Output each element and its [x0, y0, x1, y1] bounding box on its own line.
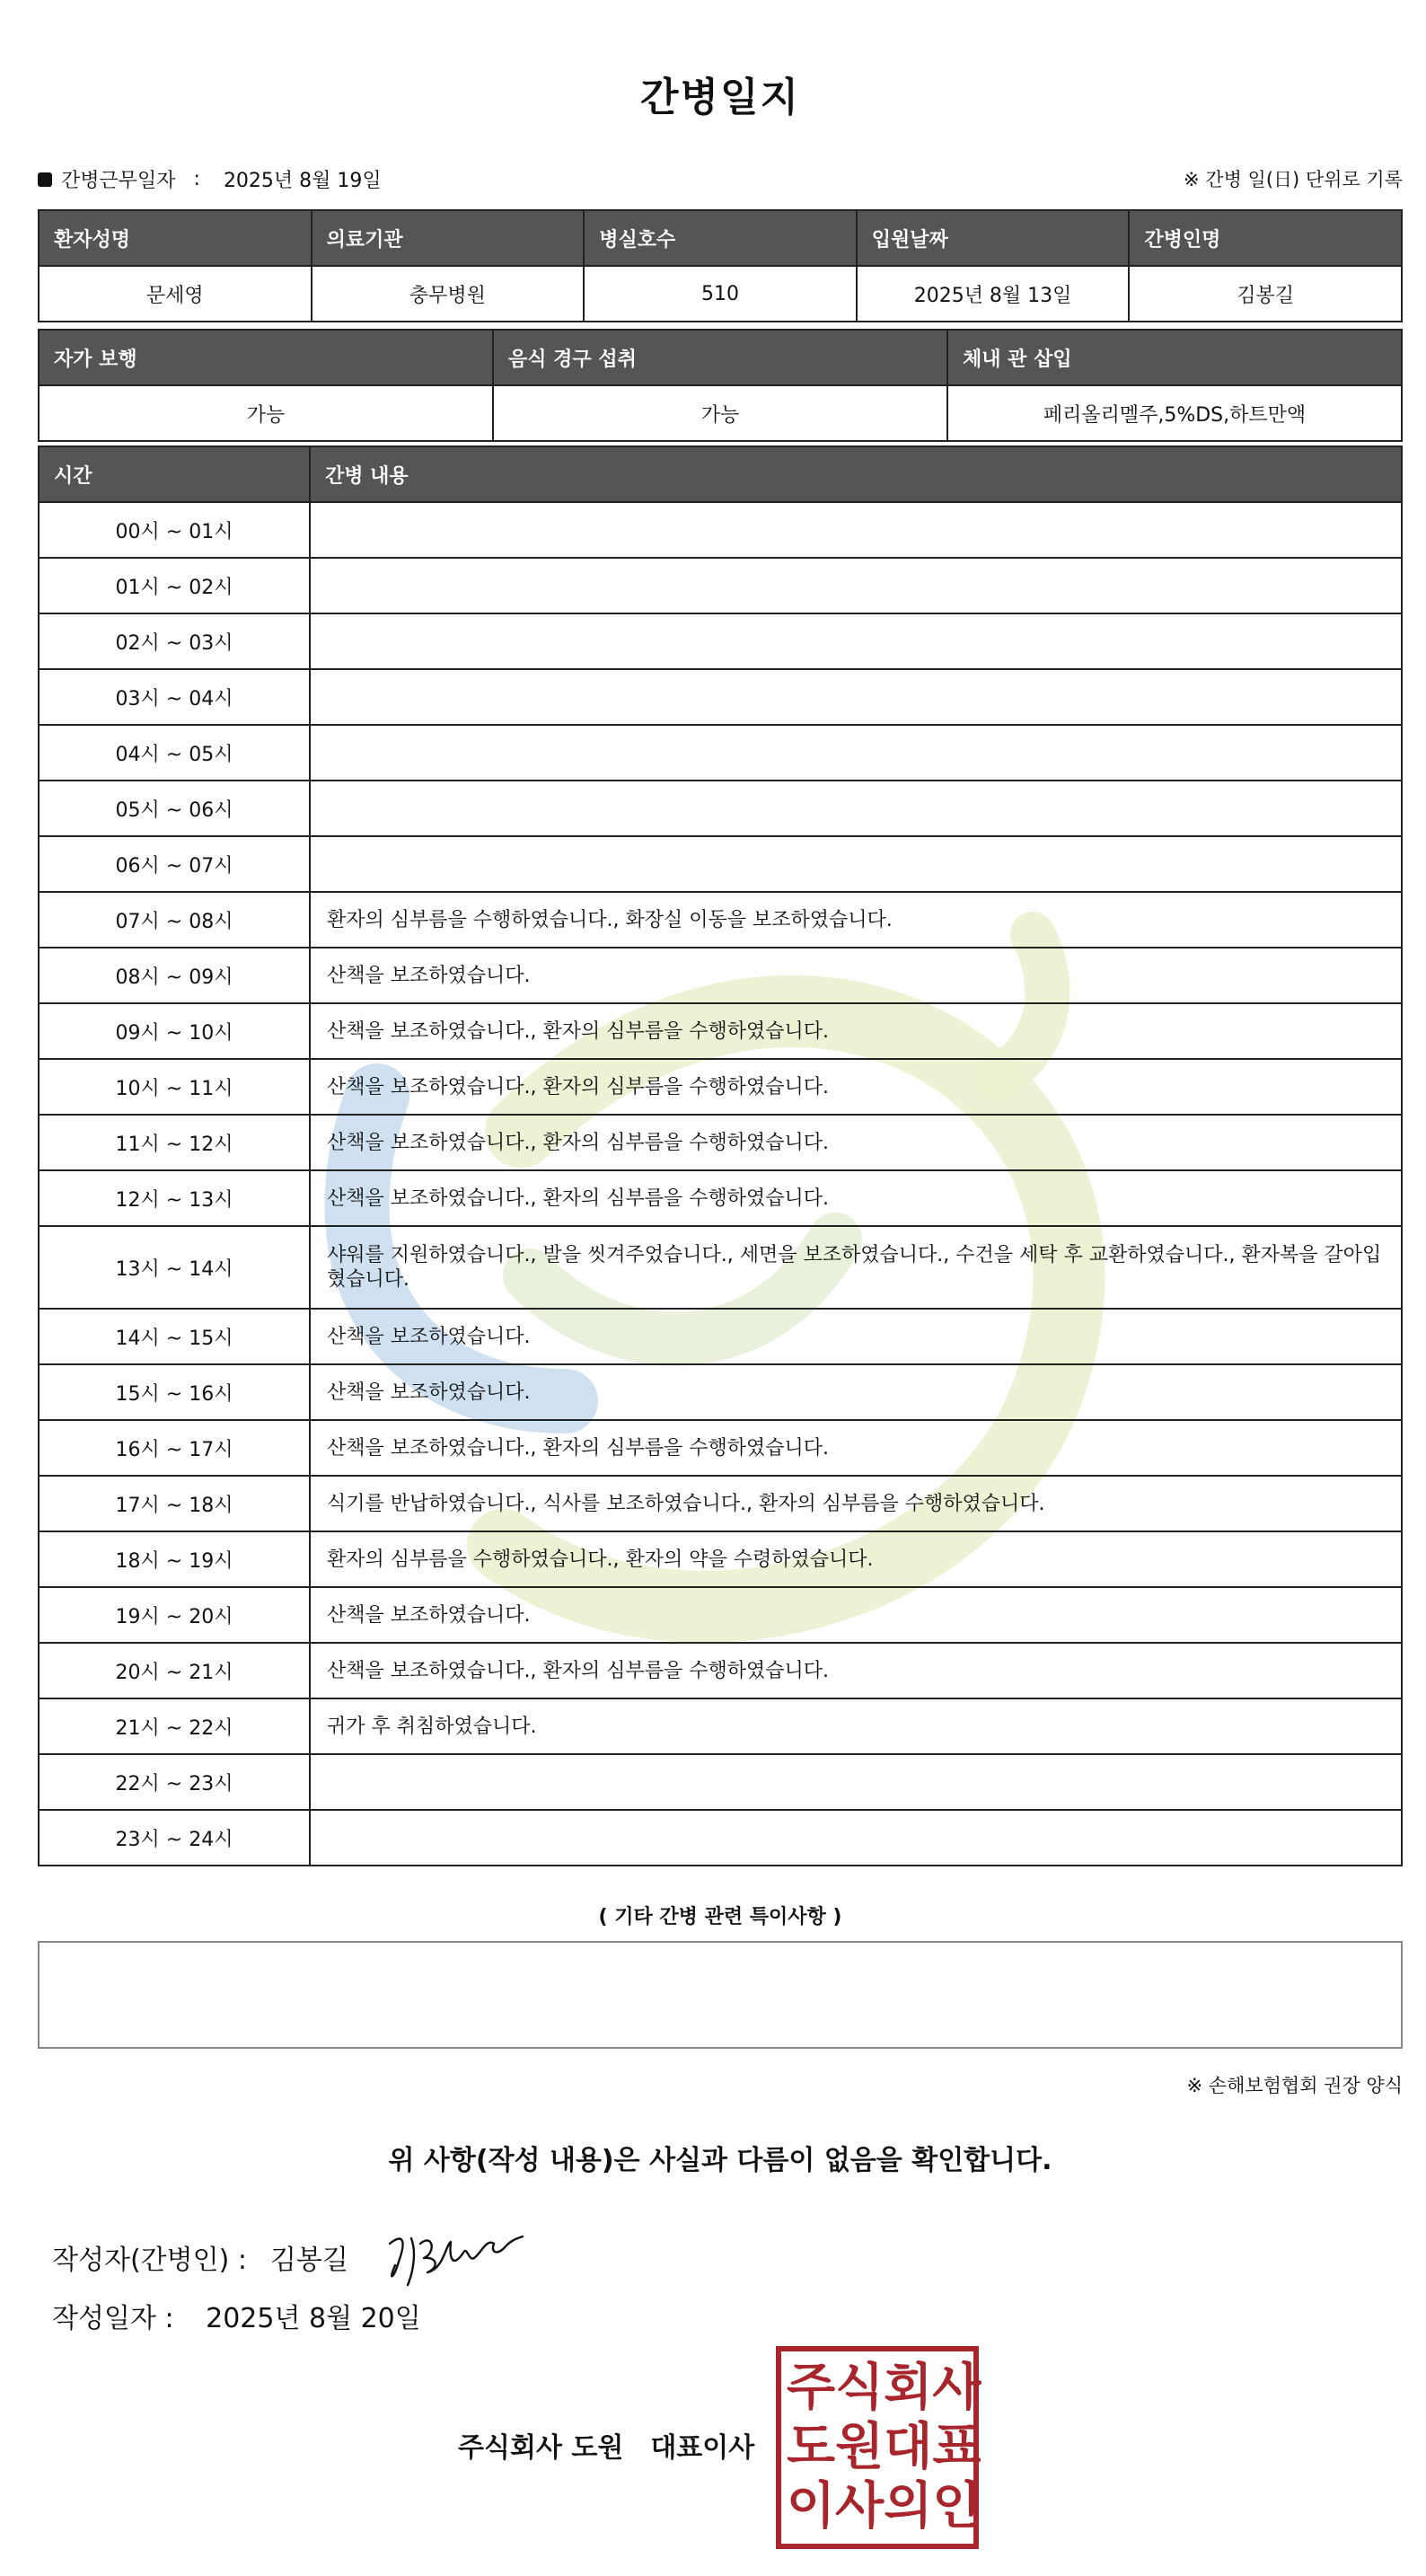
row-time: 15시 ~ 16시 — [39, 1364, 310, 1420]
table-row — [39, 558, 1402, 613]
tube-insertion-value: 페리올리멜주,5%DS,하트만액 — [947, 385, 1402, 441]
row-content: 산책을 보조하였습니다., 환자의 심부름을 수행하였습니다. — [310, 1059, 1402, 1115]
row-time: 10시 ~ 11시 — [39, 1059, 310, 1115]
table-row — [39, 1531, 1402, 1587]
header-time: 시간 — [39, 446, 310, 502]
row-time: 22시 ~ 23시 — [39, 1754, 310, 1810]
row-time: 11시 ~ 12시 — [39, 1115, 310, 1170]
row-content: 산책을 보조하였습니다., 환자의 심부름을 수행하였습니다. — [310, 1170, 1402, 1226]
row-time: 16시 ~ 17시 — [39, 1420, 310, 1476]
table-row — [39, 1420, 1402, 1476]
table-row — [39, 669, 1402, 725]
table-row — [39, 1698, 1402, 1754]
seal-char: 도 — [787, 2418, 836, 2476]
table-row — [39, 1170, 1402, 1226]
caregiver-name: 김봉길 — [1129, 266, 1402, 322]
header-caregiver-name: 간병인명 — [1129, 210, 1402, 266]
row-time: 17시 ~ 18시 — [39, 1476, 310, 1531]
row-content — [310, 781, 1402, 836]
row-time: 12시 ~ 13시 — [39, 1170, 310, 1226]
row-time: 00시 ~ 01시 — [39, 502, 310, 558]
written-date-label: 작성일자 : — [52, 2303, 174, 2334]
work-date-value: 2025년 8월 19일 — [223, 170, 382, 192]
seal-char: 인 — [932, 2477, 981, 2536]
row-content — [310, 836, 1402, 892]
row-content: 산책을 보조하였습니다. — [310, 1309, 1402, 1364]
table-row — [39, 725, 1402, 781]
header-tube-insertion: 체내 관 삽입 — [947, 330, 1402, 385]
row-time: 13시 ~ 14시 — [39, 1226, 310, 1309]
table-row — [39, 836, 1402, 892]
seal-char: 사 — [835, 2477, 885, 2536]
seal-char: 주 — [787, 2359, 836, 2417]
row-content — [310, 725, 1402, 781]
row-time: 21시 ~ 22시 — [39, 1698, 310, 1754]
square-bullet-icon — [38, 172, 52, 187]
seal-char: 이 — [787, 2477, 836, 2536]
hospital-name: 충무병원 — [312, 266, 585, 322]
row-content — [310, 1810, 1402, 1866]
patient-info-table — [38, 209, 1403, 322]
row-content: 산책을 보조하였습니다. — [310, 948, 1402, 1003]
header-hospital: 의료기관 — [312, 210, 585, 266]
seal-char: 대 — [884, 2418, 933, 2476]
company-signature-line — [458, 2425, 754, 2465]
hourly-care-log-table — [38, 446, 1403, 1866]
row-time: 20시 ~ 21시 — [39, 1643, 310, 1698]
meta-row — [38, 165, 1403, 194]
row-content: 산책을 보조하였습니다., 환자의 심부름을 수행하였습니다. — [310, 1003, 1402, 1059]
row-content — [310, 558, 1402, 613]
self-walking-value: 가능 — [39, 385, 493, 441]
table-row — [39, 613, 1402, 669]
row-time: 05시 ~ 06시 — [39, 781, 310, 836]
oral-intake-value: 가능 — [493, 385, 947, 441]
row-content: 산책을 보조하였습니다., 환자의 심부름을 수행하였습니다. — [310, 1420, 1402, 1476]
row-content: 산책을 보조하였습니다., 환자의 심부름을 수행하였습니다. — [310, 1115, 1402, 1170]
recommended-form-note: ※ 손해보험협회 권장 양식 — [1186, 2075, 1403, 2096]
header-care-content: 간병 내용 — [310, 446, 1402, 502]
writer-label: 작성자(간병인) : — [52, 2245, 247, 2276]
table-row — [39, 502, 1402, 558]
row-time: 18시 ~ 19시 — [39, 1531, 310, 1587]
company-seal-stamp — [776, 2346, 979, 2549]
written-date-value: 2025년 8월 20일 — [206, 2303, 421, 2334]
table-row — [39, 781, 1402, 836]
company-name: 주식회사 도원 — [458, 2432, 624, 2464]
row-time: 19시 ~ 20시 — [39, 1587, 310, 1643]
handwritten-signature — [381, 2226, 524, 2289]
seal-char: 원 — [835, 2418, 885, 2476]
row-content: 환자의 심부름을 수행하였습니다., 화장실 이동을 보조하였습니다. — [310, 892, 1402, 948]
patient-status-table — [38, 329, 1403, 442]
row-time: 06시 ~ 07시 — [39, 836, 310, 892]
row-time: 03시 ~ 04시 — [39, 669, 310, 725]
header-patient-name: 환자성명 — [39, 210, 312, 266]
row-content: 산책을 보조하였습니다., 환자의 심부름을 수행하였습니다. — [310, 1643, 1402, 1698]
seal-char: 사 — [932, 2359, 981, 2417]
row-content: 산책을 보조하였습니다. — [310, 1587, 1402, 1643]
table-row — [39, 1476, 1402, 1531]
row-content — [310, 1754, 1402, 1810]
row-time: 09시 ~ 10시 — [39, 1003, 310, 1059]
header-oral-intake: 음식 경구 섭취 — [493, 330, 947, 385]
row-content: 귀가 후 취침하였습니다. — [310, 1698, 1402, 1754]
seal-char: 회 — [884, 2359, 933, 2417]
work-date-label: 간병근무일자 — [61, 170, 176, 192]
seal-char: 의 — [884, 2477, 933, 2536]
row-time: 08시 ~ 09시 — [39, 948, 310, 1003]
table-row — [39, 1059, 1402, 1115]
writer-name: 김봉길 — [269, 2245, 348, 2276]
representative-title: 대표이사 — [650, 2432, 755, 2464]
document-title: 간병일지 — [639, 75, 800, 120]
table-row — [39, 1587, 1402, 1643]
admission-date: 2025년 8월 13일 — [857, 266, 1130, 322]
table-row — [39, 1003, 1402, 1059]
table-row — [39, 892, 1402, 948]
table-row — [39, 1754, 1402, 1810]
room-number: 510 — [584, 266, 857, 322]
seal-char: 표 — [932, 2418, 981, 2476]
row-time: 07시 ~ 08시 — [39, 892, 310, 948]
table-row — [39, 1364, 1402, 1420]
special-notes-box — [38, 1941, 1403, 2049]
table-row — [39, 1309, 1402, 1364]
row-content — [310, 613, 1402, 669]
row-content: 식기를 반납하였습니다., 식사를 보조하였습니다., 환자의 심부름을 수행하였습니다. — [310, 1476, 1402, 1531]
special-notes-caption: ( 기타 간병 관련 특이사항 ) — [598, 1906, 842, 1928]
row-content — [310, 669, 1402, 725]
row-content: 샤워를 지원하였습니다., 발을 씻겨주었습니다., 세면을 보조하였습니다., 수건을 세탁 후 교환하였습니다., 환자복을 갈아입혔습니다. — [310, 1226, 1402, 1309]
table-row — [39, 1643, 1402, 1698]
record-unit-note: ※ 간병 일(日) 단위로 기록 — [1184, 169, 1403, 190]
work-date-separator: : — [193, 168, 200, 190]
work-date — [38, 165, 382, 193]
writer-row — [52, 2226, 524, 2289]
row-time: 14시 ~ 15시 — [39, 1309, 310, 1364]
seal-char: 식 — [835, 2359, 885, 2417]
header-self-walking: 자가 보행 — [39, 330, 493, 385]
row-content — [310, 502, 1402, 558]
row-content: 산책을 보조하였습니다. — [310, 1364, 1402, 1420]
confirmation-statement: 위 사항(작성 내용)은 사실과 다름이 없음을 확인합니다. — [388, 2145, 1052, 2176]
header-admission-date: 입원날짜 — [857, 210, 1130, 266]
written-date-row — [52, 2296, 421, 2335]
row-content: 환자의 심부름을 수행하였습니다., 환자의 약을 수령하였습니다. — [310, 1531, 1402, 1587]
table-row — [39, 1810, 1402, 1866]
table-row — [39, 1226, 1402, 1309]
table-row — [39, 948, 1402, 1003]
patient-name: 문세영 — [39, 266, 312, 322]
header-room-number: 병실호수 — [584, 210, 857, 266]
row-time: 02시 ~ 03시 — [39, 613, 310, 669]
row-time: 04시 ~ 05시 — [39, 725, 310, 781]
table-row — [39, 1115, 1402, 1170]
row-time: 01시 ~ 02시 — [39, 558, 310, 613]
row-time: 23시 ~ 24시 — [39, 1810, 310, 1866]
